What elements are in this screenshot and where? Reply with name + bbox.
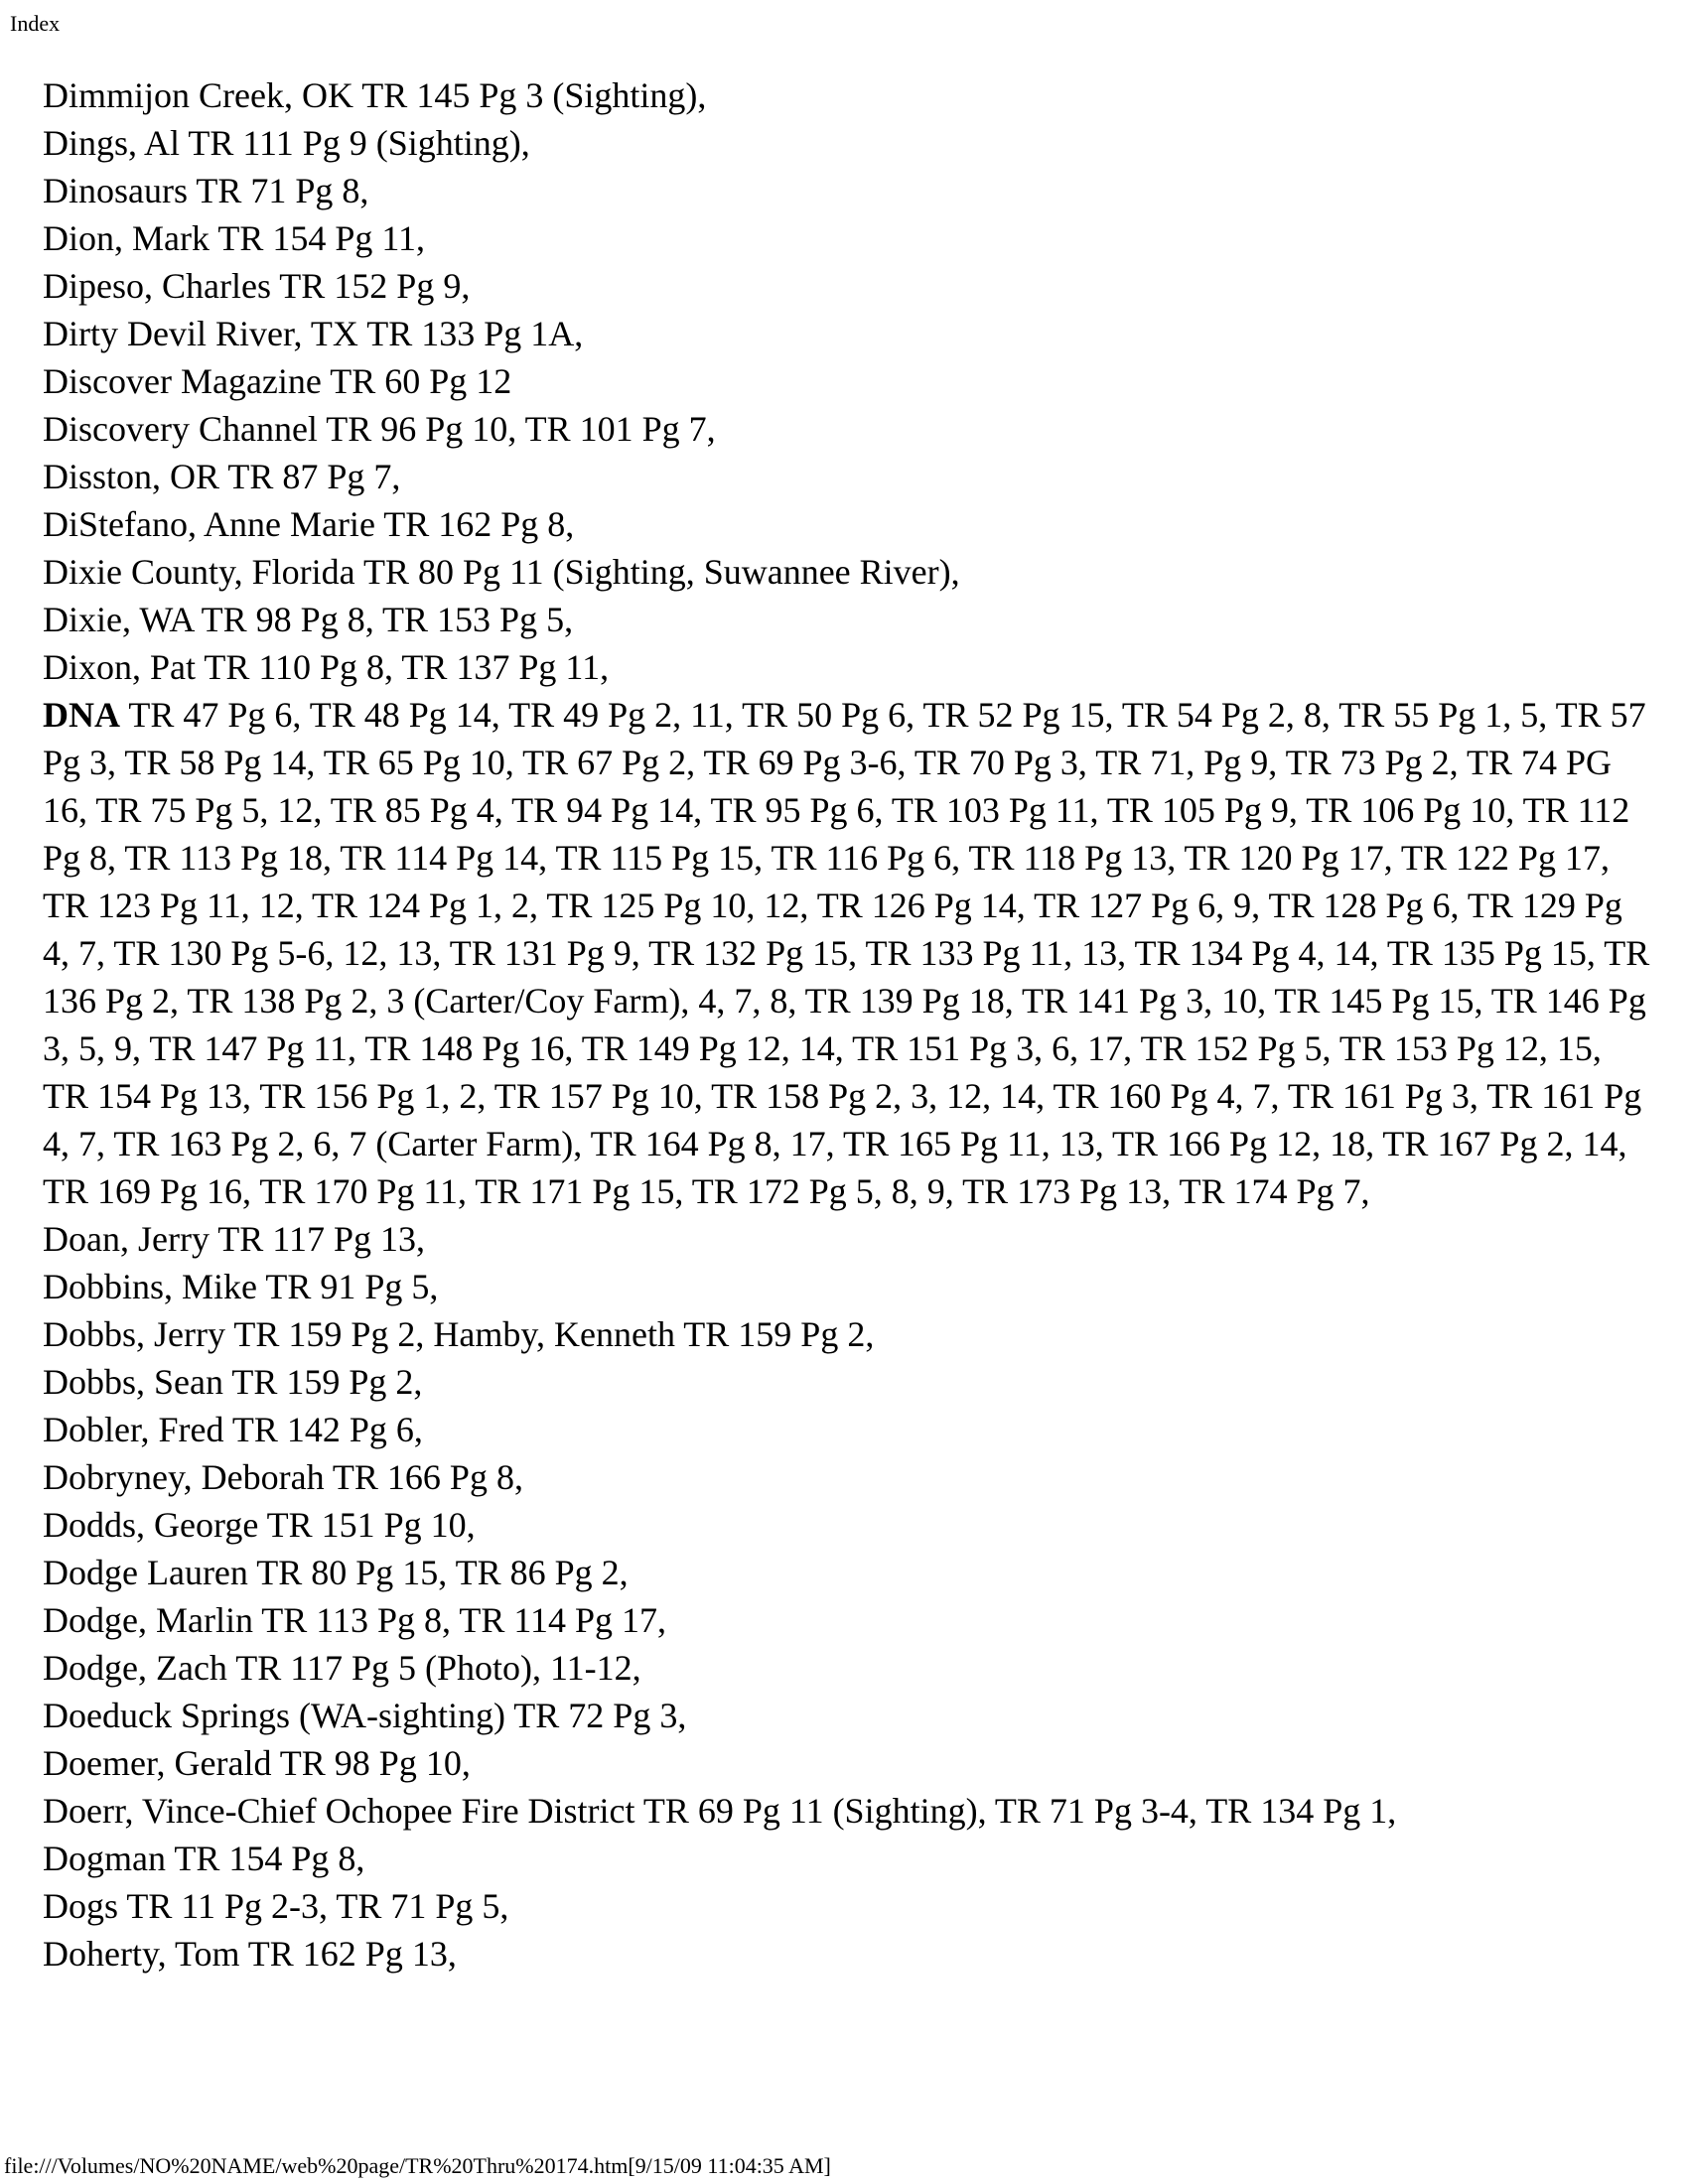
index-entry bbox=[43, 1692, 1651, 1739]
index-entry bbox=[43, 119, 1651, 167]
index-entry-text: Dobbs, Jerry TR 159 Pg 2, Hamby, Kenneth TR 159 Pg 2, bbox=[43, 1314, 875, 1354]
index-entry bbox=[43, 548, 1651, 596]
index-entry bbox=[43, 71, 1651, 119]
index-entry bbox=[43, 596, 1651, 643]
index-entry-text: Dion, Mark TR 154 Pg 11, bbox=[43, 218, 426, 258]
index-entry-text: Dogman TR 154 Pg 8, bbox=[43, 1839, 365, 1878]
index-entry-text: Doeduck Springs (WA-sighting) TR 72 Pg 3, bbox=[43, 1696, 687, 1735]
index-entry-text: Doemer, Gerald TR 98 Pg 10, bbox=[43, 1743, 471, 1783]
index-entry-text: Doan, Jerry TR 117 Pg 13, bbox=[43, 1219, 425, 1259]
index-entry-text: Dobbins, Mike TR 91 Pg 5, bbox=[43, 1267, 439, 1306]
index-entry bbox=[43, 453, 1651, 500]
index-entry bbox=[43, 1453, 1651, 1501]
index-entry-text: Dimmijon Creek, OK TR 145 Pg 3 (Sighting), bbox=[43, 75, 707, 115]
index-entry bbox=[43, 357, 1651, 405]
index-entry-text: Dobryney, Deborah TR 166 Pg 8, bbox=[43, 1457, 523, 1497]
index-entry bbox=[43, 1406, 1651, 1453]
index-entry bbox=[43, 405, 1651, 453]
page-header-title: Index bbox=[10, 11, 61, 36]
index-entry bbox=[43, 643, 1651, 691]
index-entry bbox=[43, 1644, 1651, 1692]
index-entry bbox=[43, 691, 1651, 1215]
index-entry-text: Dodds, George TR 151 Pg 10, bbox=[43, 1505, 476, 1545]
index-entry bbox=[43, 1549, 1651, 1596]
index-entry-text: TR 47 Pg 6, TR 48 Pg 14, TR 49 Pg 2, 11, TR 50 Pg 6, TR 52 Pg 15, TR 54 Pg 2, 8, TR 55 Pg 1, 5, TR 57 Pg 3, TR 58 Pg 14, TR 65 Pg 10, TR 67 Pg 2, TR 69 Pg 3-6, TR 70 Pg 3, TR 71, Pg 9, TR 73 Pg 2, TR 74 PG 16, TR 75 Pg 5, 12, TR 85 Pg 4, TR 94 Pg 14, TR 95 Pg 6, TR 103 Pg 11, TR 105 Pg 9, TR 106 Pg 10, TR 112 Pg 8, TR 113 Pg 18, TR 114 Pg 14, TR 115 Pg 15, TR 116 Pg 6, TR 118 Pg 13, TR 120 Pg 17, TR 122 Pg 17, TR 123 Pg 11, 12, TR 124 Pg 1, 2, TR 125 Pg 10, 12, TR 126 Pg 14, TR 127 Pg 6, 9, TR 128 Pg 6, TR 129 Pg 4, 7, TR 130 Pg 5-6, 12, 13, TR 131 Pg 9, TR 132 Pg 15, TR 133 Pg 11, 13, TR 134 Pg 4, 14, TR 135 Pg 15, TR 136 Pg 2, TR 138 Pg 2, 3 (Carter/Coy Farm), 4, 7, 8, TR 139 Pg 18, TR 141 Pg 3, 10, TR 145 Pg 15, TR 146 Pg 3, 5, 9, TR 147 Pg 11, TR 148 Pg 16, TR 149 Pg 12, 14, TR 151 Pg 3, 6, 17, TR 152 Pg 5, TR 153 Pg 12, 15, TR 154 Pg 13, TR 156 Pg 1, 2, TR 157 Pg 10, TR 158 Pg 2, 3, 12, 14, TR 160 Pg 4, 7, TR 161 Pg 3, TR 161 Pg 4, 7, TR 163 Pg 2, 6, 7 (Carter Farm), TR 164 Pg 8, 17, TR 165 Pg 11, 13, TR 166 Pg 12, 18, TR 167 Pg 2, 14, TR 169 Pg 16, TR 170 Pg 11, TR 171 Pg 15, TR 172 Pg 5, 8, 9, TR 173 Pg 13, TR 174 Pg 7, bbox=[43, 695, 1650, 1211]
index-entry-text: Doerr, Vince-Chief Ochopee Fire District TR 69 Pg 11 (Sighting), TR 71 Pg 3-4, TR 134 Pg 1, bbox=[43, 1791, 1397, 1831]
index-entry bbox=[43, 167, 1651, 214]
index-entry-text: Dobler, Fred TR 142 Pg 6, bbox=[43, 1410, 423, 1449]
index-entry bbox=[43, 262, 1651, 310]
index-entry-text: Dodge Lauren TR 80 Pg 15, TR 86 Pg 2, bbox=[43, 1553, 629, 1592]
index-entry-text: DiStefano, Anne Marie TR 162 Pg 8, bbox=[43, 504, 575, 544]
index-entry bbox=[43, 1835, 1651, 1882]
index-entry-text: Dogs TR 11 Pg 2-3, TR 71 Pg 5, bbox=[43, 1886, 509, 1926]
index-entry bbox=[43, 1739, 1651, 1787]
index-entry-text: Dodge, Marlin TR 113 Pg 8, TR 114 Pg 17, bbox=[43, 1600, 667, 1640]
index-list bbox=[43, 71, 1651, 1978]
index-entry bbox=[43, 500, 1651, 548]
index-entry-text: Disston, OR TR 87 Pg 7, bbox=[43, 457, 401, 496]
index-entry-text: Dixie County, Florida TR 80 Pg 11 (Sighting, Suwannee River), bbox=[43, 552, 960, 592]
index-entry bbox=[43, 214, 1651, 262]
index-entry-text: Discovery Channel TR 96 Pg 10, TR 101 Pg 7, bbox=[43, 409, 716, 449]
index-entry bbox=[43, 1310, 1651, 1358]
index-entry-text: Dixie, WA TR 98 Pg 8, TR 153 Pg 5, bbox=[43, 600, 574, 639]
index-entry-term: DNA bbox=[43, 695, 120, 735]
index-entry bbox=[43, 1215, 1651, 1263]
index-entry-text: Dobbs, Sean TR 159 Pg 2, bbox=[43, 1362, 423, 1402]
index-entry-text: Dings, Al TR 111 Pg 9 (Sighting), bbox=[43, 123, 530, 163]
index-entry-text: Discover Magazine TR 60 Pg 12 bbox=[43, 361, 512, 401]
index-entry-text: Doherty, Tom TR 162 Pg 13, bbox=[43, 1934, 457, 1974]
index-entry-text: Dixon, Pat TR 110 Pg 8, TR 137 Pg 11, bbox=[43, 647, 610, 687]
index-entry bbox=[43, 1596, 1651, 1644]
index-entry-text: Dinosaurs TR 71 Pg 8, bbox=[43, 171, 369, 210]
page-footer-url: file:///Volumes/NO%20NAME/web%20page/TR%20Thru%20174.htm[9/15/09 11:04:35 AM] bbox=[4, 2153, 831, 2178]
index-entry-text: Dodge, Zach TR 117 Pg 5 (Photo), 11-12, bbox=[43, 1648, 641, 1688]
index-entry bbox=[43, 310, 1651, 357]
index-entry bbox=[43, 1930, 1651, 1978]
index-entry bbox=[43, 1501, 1651, 1549]
index-entry bbox=[43, 1263, 1651, 1310]
index-entry bbox=[43, 1787, 1651, 1835]
index-entry bbox=[43, 1358, 1651, 1406]
index-entry-text: Dipeso, Charles TR 152 Pg 9, bbox=[43, 266, 471, 306]
index-entry-text: Dirty Devil River, TX TR 133 Pg 1A, bbox=[43, 314, 584, 353]
index-entry bbox=[43, 1882, 1651, 1930]
